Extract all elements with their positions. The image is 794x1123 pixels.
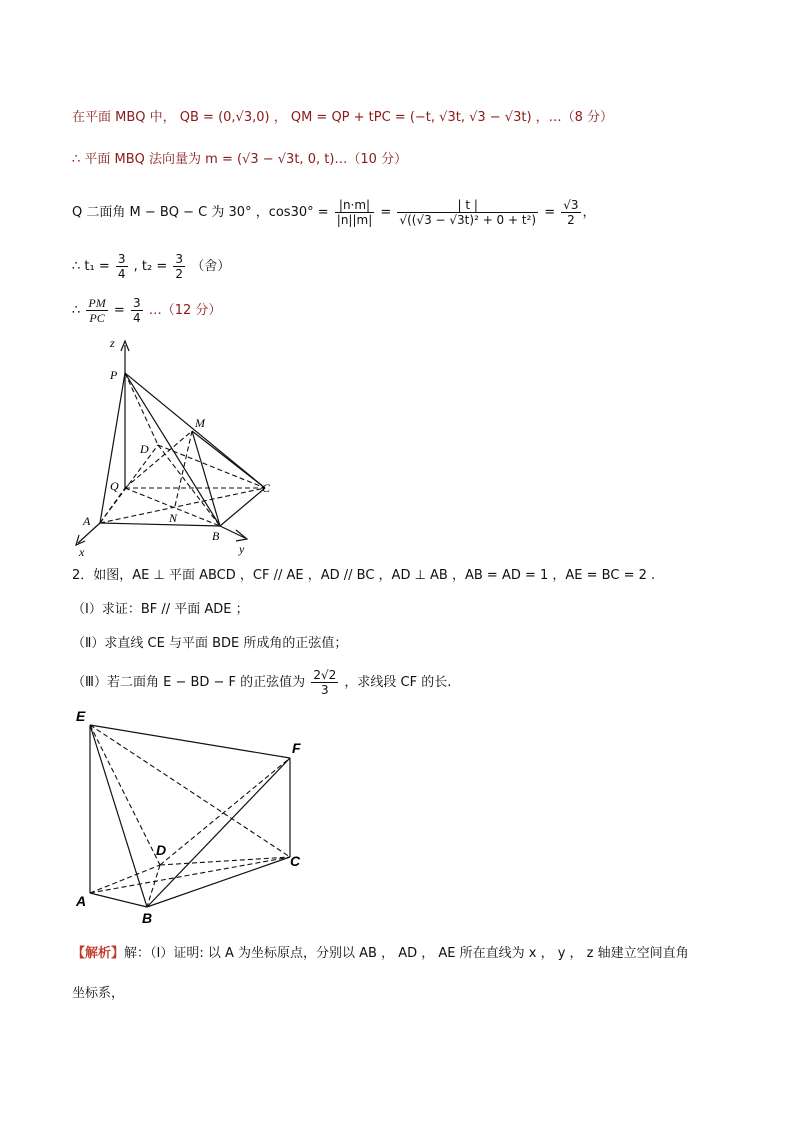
solution-line-plane-mbq: 在平面 MBQ 中， QB = (0,√3,0) ， QM = QP + tPC = (−t, √3t, √3 − √3t) ，…（8 分）: [72, 110, 614, 125]
label-f: F: [292, 740, 301, 756]
label-e: E: [76, 708, 86, 724]
t2-fraction: [173, 252, 185, 281]
t-prefix: ∴ t₁ =: [72, 259, 110, 274]
label-q: Q: [110, 479, 119, 493]
ratio-fraction-1: [86, 296, 107, 325]
solution-line-dihedral-angle: Q 二面角 M − BQ − C 为 30° ，cos30° = $\frac{|n\cdot m|}{|n||m|}$ = $\frac{| t |}{\text{√((√3 − √3t)² + 0 + t²)}}$ = $\frac{√3}{2}$ ，: [72, 198, 596, 227]
cos-fraction-1-num: |n·m|: [335, 198, 374, 213]
label-x: x: [79, 545, 85, 558]
ratio-fraction-2: [131, 296, 143, 325]
label-p: P: [110, 368, 118, 382]
t-suffix: （舍）: [191, 259, 231, 274]
y-axis: [220, 526, 245, 538]
edge-eb: [90, 725, 147, 907]
solution-text-1: 解：（Ⅰ）证明: 以 A 为坐标原点，分别以 AB ， AD ， AE 所在直线为 x ， y ， z 轴建立空间直角: [124, 946, 689, 961]
label-c: C: [290, 853, 301, 869]
label-y: y: [239, 542, 245, 556]
part-3-prefix: （Ⅲ）若二面角 E − BD − F 的正弦值为: [72, 675, 306, 690]
part-3-fraction: [311, 668, 338, 697]
solution-line-ratio: [72, 296, 221, 325]
figure-polyhedron-abcdef: [72, 705, 312, 925]
t1-fraction: [116, 252, 128, 281]
label-a: A: [83, 514, 91, 528]
label-d: D: [140, 442, 149, 456]
solution-line-normal-vector: ∴ 平面 MBQ 法向量为 m = (√3 − √3t, 0, t)…（10 分）: [72, 152, 408, 167]
edge-ad: [90, 865, 160, 893]
solution-text-2: 坐标系，: [72, 986, 125, 1001]
cos-fraction-2-num: | t |: [397, 198, 538, 213]
problem-2-stem: 2．如图，AE ⊥ 平面 ABCD ，CF // AE ，AD // BC ，AD ⊥ AB ，AB = AD = 1 ，AE = BC = 2 .: [72, 568, 656, 583]
edge-ac: [100, 488, 265, 523]
t-mid: , t₂ =: [133, 259, 168, 274]
cos-fraction-2-den: √((√3 − √3t)² + 0 + t²): [399, 213, 537, 227]
part-3-suffix: ，求线段 CF 的长.: [344, 675, 452, 690]
edge-pa: [100, 373, 125, 523]
label-z: z: [110, 336, 115, 350]
label-d: D: [156, 842, 167, 858]
edge-ad: [100, 445, 158, 523]
problem-2-part-2: （Ⅱ）求直线 CE 与平面 BDE 所成角的正弦值；: [72, 636, 348, 651]
cos-fraction-3-num: √3: [563, 198, 579, 212]
edge-fb: [147, 758, 290, 907]
part-3-num: 2√2: [313, 668, 337, 682]
t1-num: 3: [117, 252, 126, 266]
edge-ec: [90, 725, 290, 857]
label-b: B: [142, 910, 153, 925]
edge-ed: [90, 725, 160, 865]
solution-intro: [72, 944, 689, 964]
cos-fraction-3: [561, 198, 580, 227]
cos-fraction-1-den: |n||m|: [336, 213, 373, 227]
ratio-eq: =: [113, 303, 125, 318]
part-3-den: 3: [320, 683, 329, 697]
t2-num: 3: [175, 252, 184, 266]
analysis-tag: 【解析】: [72, 946, 125, 961]
ratio-den-1: PC: [89, 311, 105, 325]
label-b: B: [212, 529, 220, 543]
dihedral-prefix: Q 二面角 M − BQ − C 为 30° ，cos30° =: [72, 205, 329, 220]
edge-bc: [220, 488, 265, 526]
edge-mc: [192, 431, 265, 488]
edge-ef: [90, 725, 290, 758]
label-a: A: [76, 893, 87, 909]
problem-2-part-3: [72, 668, 451, 697]
ratio-num-2: 3: [132, 296, 141, 310]
label-m: M: [195, 416, 205, 430]
ratio-suffix: …（12 分）: [148, 303, 222, 318]
edge-qm: [125, 431, 192, 488]
t2-den: 2: [175, 267, 184, 281]
ratio-prefix: ∴: [72, 303, 81, 318]
problem-2-part-1: （Ⅰ）求证：BF // 平面 ADE ；: [72, 602, 249, 617]
edge-df: [160, 758, 290, 865]
edge-ab: [100, 523, 220, 526]
figure-pyramid-pqabcd: [70, 333, 280, 558]
edge-mb: [192, 431, 220, 526]
edge-aq: [100, 488, 125, 523]
edge-ab: [90, 893, 147, 907]
cos-fraction-3-den: 2: [567, 213, 575, 227]
edge-nm: [175, 431, 192, 506]
y-arrow: [236, 530, 247, 541]
ratio-num-1: PM: [88, 296, 106, 310]
ratio-den-2: 4: [132, 311, 141, 325]
cos-fraction-1: [335, 198, 374, 227]
cos-fraction-2: [397, 198, 538, 227]
solution-line-t-values: [72, 252, 230, 281]
edge-pd: [125, 373, 158, 445]
label-n: N: [169, 511, 178, 525]
t1-den: 4: [117, 267, 126, 281]
label-c: C: [262, 481, 271, 495]
